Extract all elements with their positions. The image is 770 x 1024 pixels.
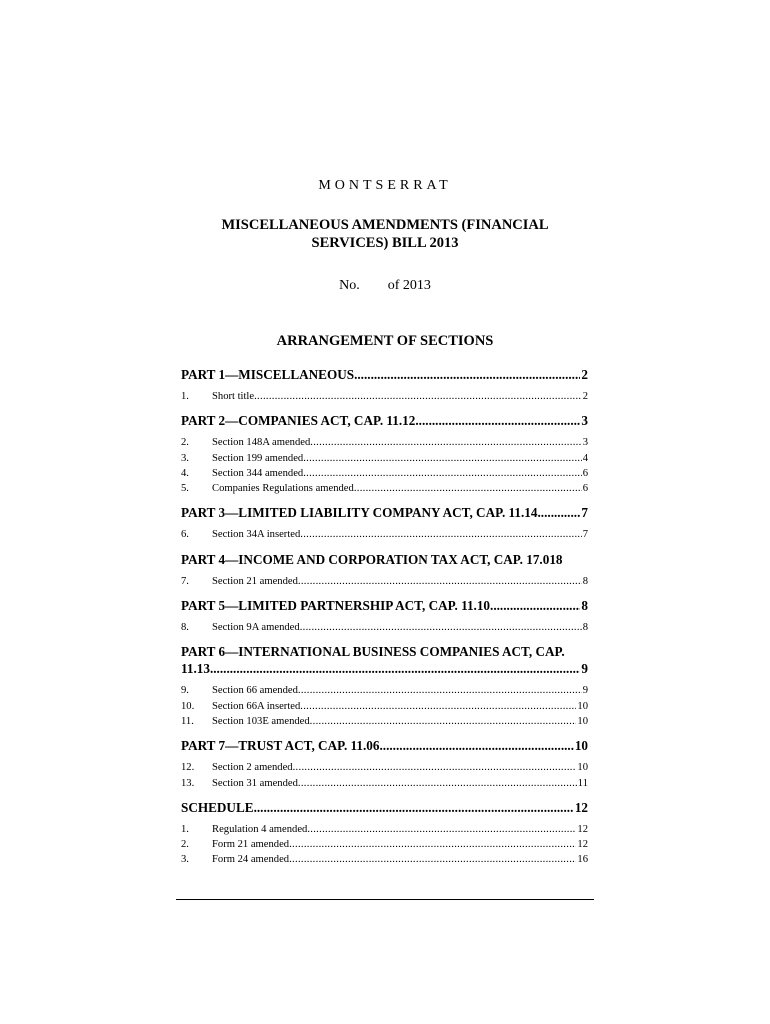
arrangement-heading: ARRANGEMENT OF SECTIONS <box>276 333 494 349</box>
part-page: 10 <box>574 738 588 754</box>
entry-title: Section 199 amended <box>212 452 304 464</box>
entry-number: 2. <box>181 437 189 449</box>
entry-title: Section 344 amended <box>212 467 304 479</box>
toc-part-4[interactable] <box>181 551 588 568</box>
entry-number: 5. <box>181 483 189 495</box>
entry-number: 13. <box>181 777 195 789</box>
entry-number: 6. <box>181 529 189 541</box>
entry-title: Section 103E amended <box>212 715 310 727</box>
entry-number: 1. <box>181 823 189 835</box>
entry-page: 16 <box>577 854 588 866</box>
toc-entry[interactable] <box>181 527 588 542</box>
bill-number <box>0 278 770 294</box>
toc-entry[interactable] <box>181 822 588 837</box>
toc-entry[interactable] <box>181 451 588 466</box>
entry-page: 9 <box>582 685 588 697</box>
entry-page: 12 <box>577 839 588 851</box>
part-1-entries <box>181 389 588 404</box>
footer-divider <box>176 899 594 900</box>
entry-page: 3 <box>582 437 588 449</box>
toc-schedule[interactable] <box>181 799 588 816</box>
entry-page: 2 <box>582 391 588 402</box>
part-title: PART 5—LIMITED PARTNERSHIP ACT, CAP. 11.10 <box>181 598 491 614</box>
entry-page: 6 <box>582 483 588 495</box>
part-page: 3 <box>581 413 588 429</box>
entry-title: Section 2 amended <box>212 762 293 774</box>
toc-entry[interactable] <box>181 776 588 791</box>
part-2-entries <box>181 435 588 496</box>
bill-title-line2: SERVICES) BILL 2013 <box>311 235 459 251</box>
entry-page: 8 <box>582 622 588 634</box>
part-4-entries <box>181 574 588 589</box>
entry-number: 7. <box>181 575 189 587</box>
toc-part-2[interactable] <box>181 412 588 429</box>
part-title: PART 7—TRUST ACT, CAP. 11.06 <box>181 738 380 754</box>
entry-title: Section 148A amended <box>212 437 311 449</box>
entry-number: 3. <box>181 452 189 464</box>
toc-part-7[interactable] <box>181 737 588 754</box>
entry-title: Section 66A inserted <box>212 700 301 712</box>
entry-page: 10 <box>577 700 588 712</box>
entry-number: 8. <box>181 622 189 634</box>
entry-page: 11 <box>577 777 588 789</box>
part-page: 7 <box>581 505 588 521</box>
entry-title: Short title <box>212 391 255 402</box>
part-6-entries <box>181 683 588 729</box>
toc-entry[interactable] <box>181 837 588 852</box>
bill-title <box>180 216 590 252</box>
entry-number: 3. <box>181 854 189 866</box>
part-title: PART 3—LIMITED LIABILITY COMPANY ACT, CAP. 11.14 <box>181 505 538 521</box>
part-page: 12 <box>574 799 588 815</box>
entry-title: Companies Regulations amended <box>212 483 354 495</box>
schedule-entries <box>181 822 588 868</box>
toc-entry[interactable] <box>181 852 588 867</box>
entry-number: 12. <box>181 762 195 774</box>
part-5-entries <box>181 620 588 635</box>
toc-entry[interactable] <box>181 574 588 589</box>
part-page: 9 <box>581 661 588 677</box>
entry-title: Regulation 4 amended <box>212 823 308 835</box>
toc-entry[interactable] <box>181 435 588 450</box>
part-page: 8 <box>581 598 588 614</box>
part-page: 2 <box>581 367 588 382</box>
entry-title: Section 34A inserted <box>212 529 301 541</box>
entry-page: 10 <box>577 762 588 774</box>
entry-number: 9. <box>181 685 189 697</box>
entry-number: 11. <box>181 715 194 727</box>
toc-part-1[interactable] <box>181 366 588 383</box>
entry-number: 4. <box>181 467 189 479</box>
entry-number: 2. <box>181 839 189 851</box>
table-of-contents <box>181 366 588 876</box>
toc-part-3[interactable] <box>181 504 588 521</box>
entry-title: Form 24 amended <box>212 854 290 866</box>
toc-entry[interactable] <box>181 683 588 698</box>
part-title: PART 1—MISCELLANEOUS <box>181 367 355 382</box>
toc-entry[interactable] <box>181 389 588 404</box>
entry-page: 6 <box>582 467 588 479</box>
entry-title: Section 66 amended <box>212 685 298 697</box>
toc-entry[interactable] <box>181 714 588 729</box>
entry-number: 1. <box>181 391 189 402</box>
entry-page: 12 <box>577 823 588 835</box>
entry-title: Section 31 amended <box>212 777 298 789</box>
entry-page: 8 <box>582 575 588 587</box>
toc-entry[interactable] <box>181 760 588 775</box>
bill-number-label: No. <box>339 278 360 293</box>
toc-entry[interactable] <box>181 466 588 481</box>
part-title: PART 2—COMPANIES ACT, CAP. 11.12 <box>181 413 416 429</box>
part-3-entries <box>181 527 588 542</box>
country-heading: MONTSERRAT <box>318 178 452 193</box>
bill-year: of 2013 <box>387 278 431 293</box>
toc-part-5[interactable] <box>181 597 588 614</box>
toc-entry[interactable] <box>181 699 588 714</box>
toc-entry[interactable] <box>181 481 588 496</box>
entry-page: 4 <box>582 452 588 464</box>
entry-title: Form 21 amended <box>212 839 290 851</box>
toc-entry[interactable] <box>181 620 588 635</box>
part-title-line1: PART 6—INTERNATIONAL BUSINESS COMPANIES ACT, CAP. <box>181 644 565 660</box>
toc-part-6[interactable] <box>181 643 588 677</box>
part-title-line2: 11.13 <box>181 661 210 677</box>
entry-title: Section 9A amended <box>212 622 300 634</box>
entry-number: 10. <box>181 700 195 712</box>
part-7-entries <box>181 760 588 791</box>
part-title: SCHEDULE <box>181 799 254 815</box>
bill-title-line1: MISCELLANEOUS AMENDMENTS (FINANCIAL <box>221 217 549 233</box>
entry-title: Section 21 amended <box>212 575 298 587</box>
entry-page: 7 <box>582 529 588 541</box>
entry-page: 10 <box>577 715 588 727</box>
part-title: PART 4—INCOME AND CORPORATION TAX ACT, CAP. 17.018 <box>181 551 563 567</box>
